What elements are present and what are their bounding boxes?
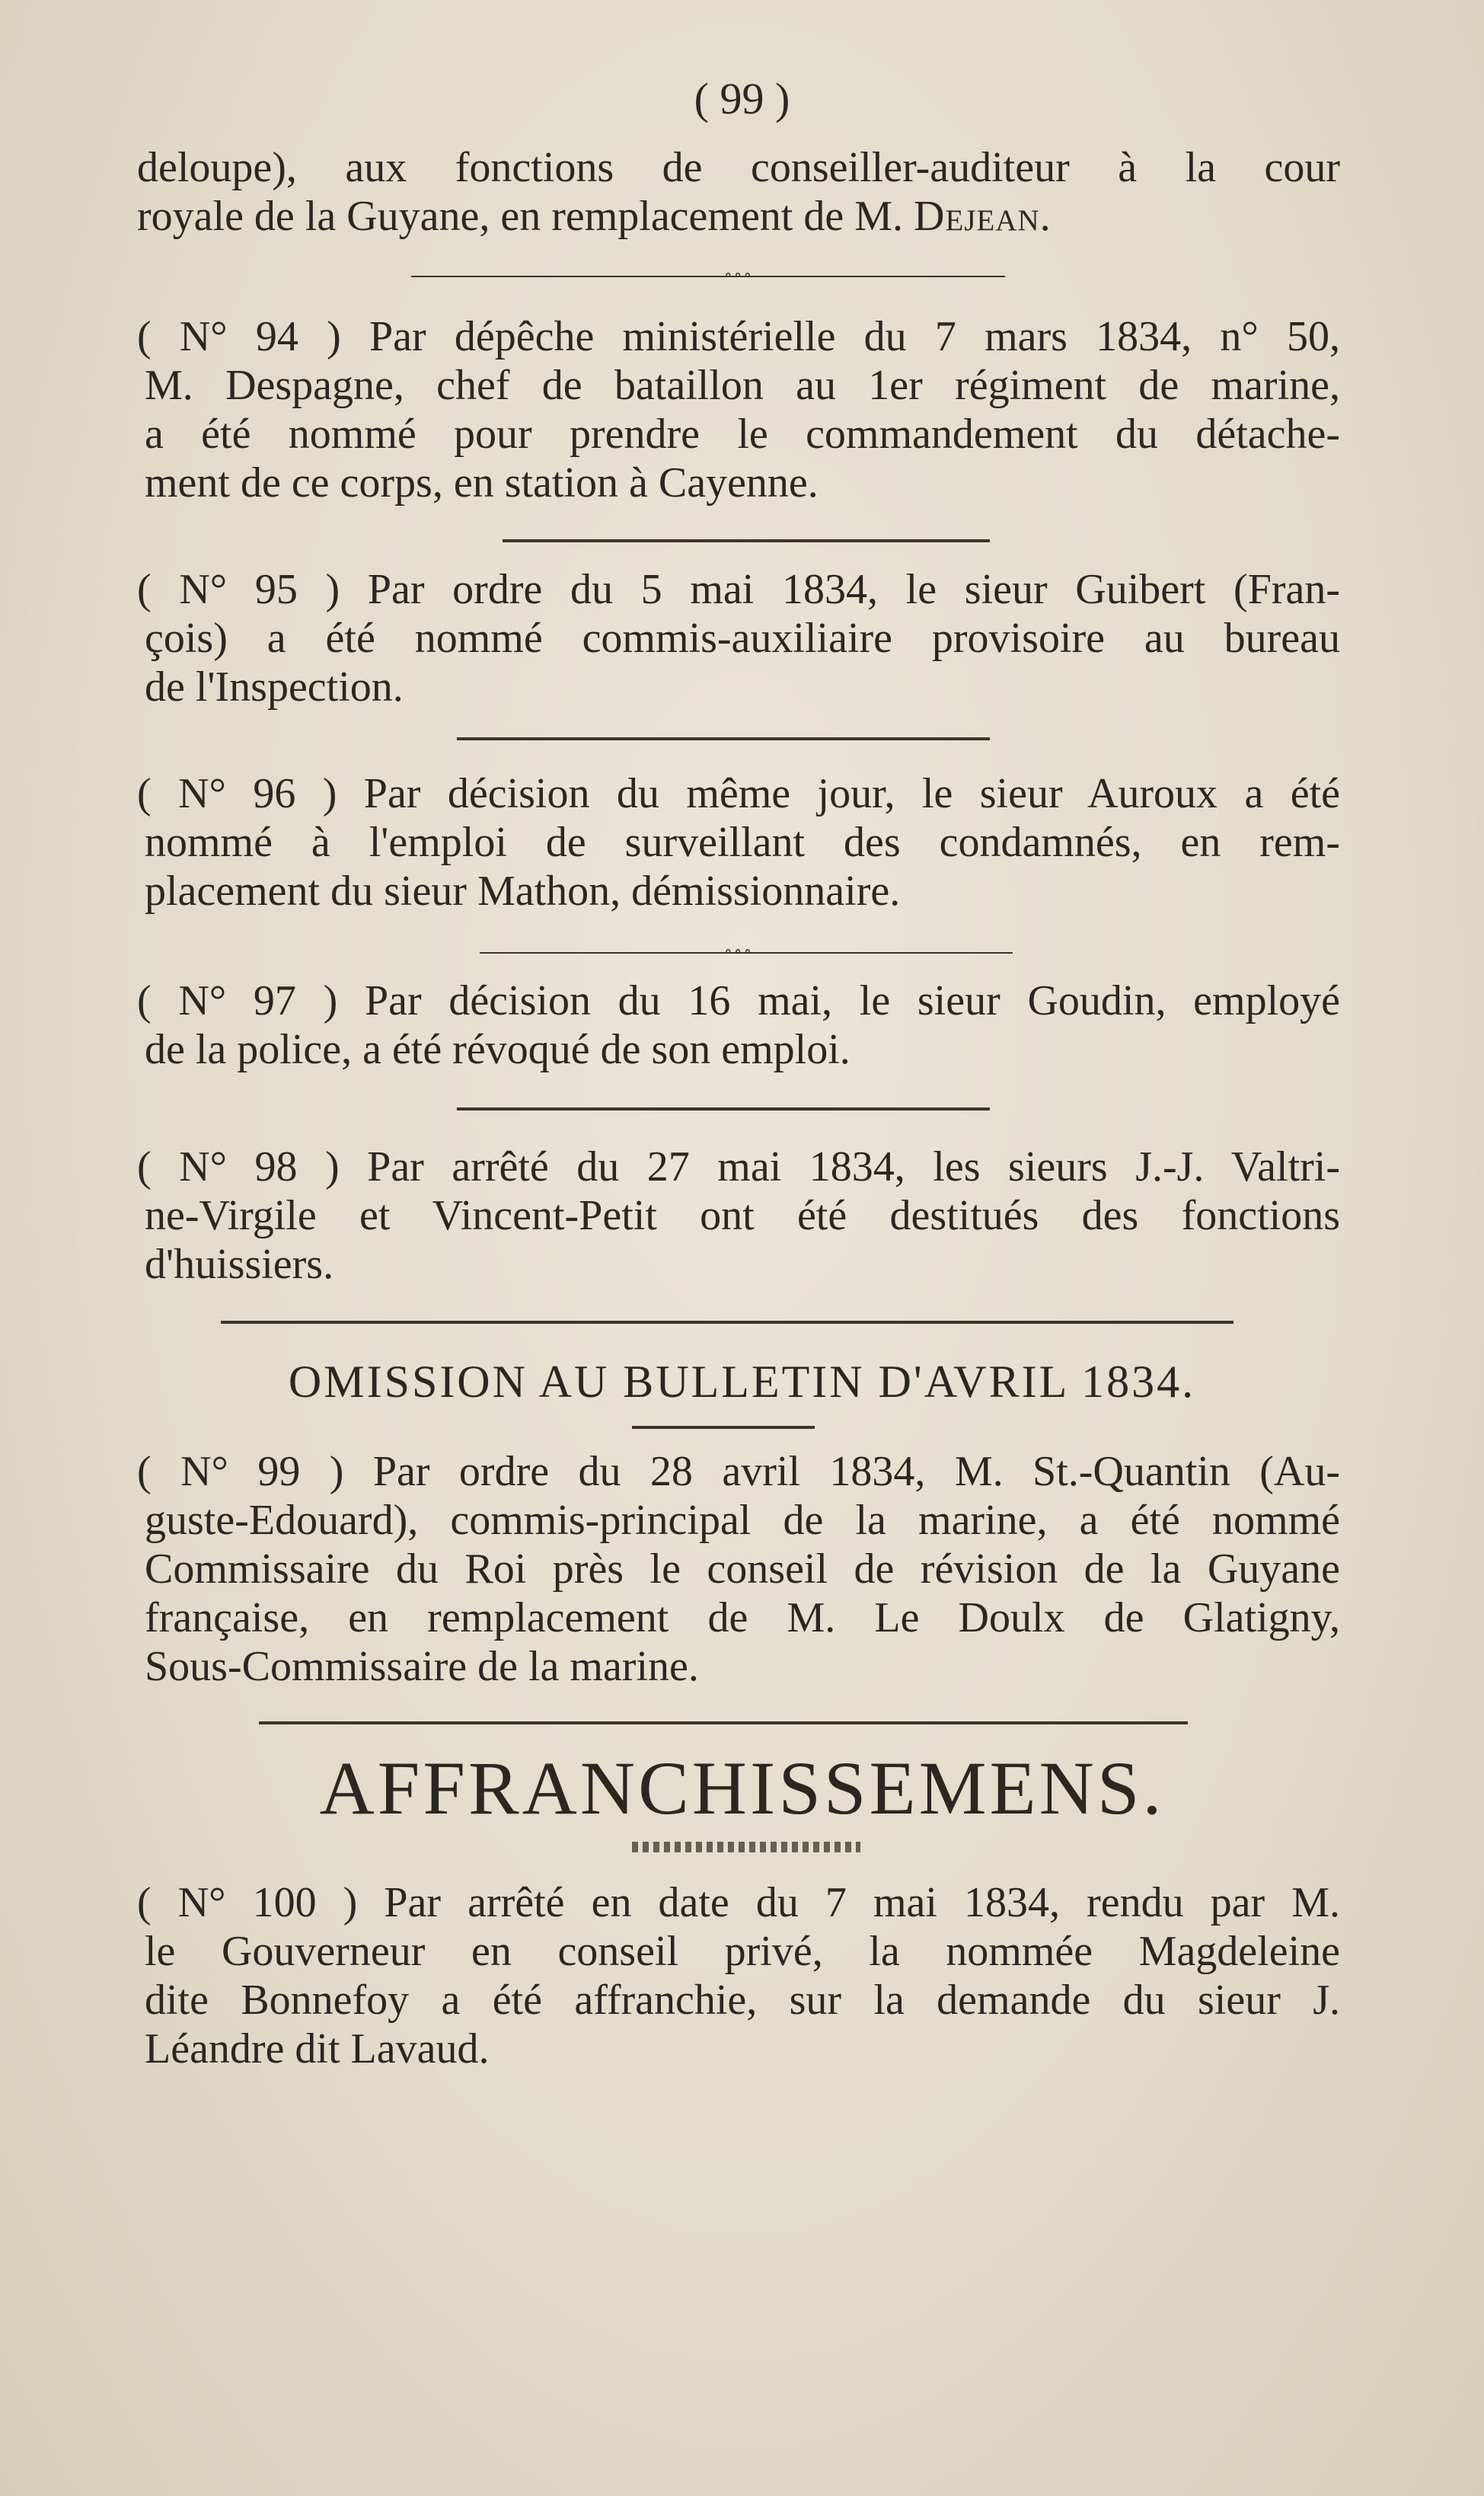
entry-line: ( N° 97 ) Par décision du 16 mai, le sieur Goudin, employé [137, 977, 1340, 1024]
entry-line: d'huissiers. [145, 1241, 334, 1288]
carryover-line-2: royale de la Guyane, en remplacement de M. Dejean. [137, 193, 1051, 240]
entry-95 [137, 565, 1340, 711]
entry-line: nommé à l'emploi de surveillant des condamnés, en rem- [145, 819, 1340, 866]
separator-rule [503, 539, 990, 542]
page-number: ( 99 ) [694, 74, 790, 123]
person-name: Dejean [914, 193, 1040, 240]
entry-line: M. Despagne, chef de bataillon au 1er régiment de marine, [145, 362, 1340, 409]
entry-line: a été nommé pour prendre le commandement du détache- [145, 411, 1340, 458]
separator-rule [457, 737, 990, 740]
separator-rule [259, 1721, 1188, 1724]
entry-line: ( N° 95 ) Par ordre du 5 mai 1834, le sieur Guibert (Fran- [137, 566, 1340, 613]
entry-line: de la police, a été révoqué de son emploi. [145, 1026, 851, 1073]
entry-line: ne-Virgile et Vincent-Petit ont été destitués des fonctions [145, 1192, 1340, 1239]
section-title-affranchissemens: AFFRANCHISSEMENS. [319, 1746, 1165, 1830]
section-title-omission: OMISSION AU BULLETIN D'AVRIL 1834. [288, 1357, 1196, 1407]
carryover-line-1: deloupe), aux fonctions de conseiller-auditeur à la cour [137, 144, 1340, 191]
entry-96 [137, 769, 1340, 916]
entry-line: placement du sieur Mathon, démissionnaire. [145, 868, 901, 915]
entry-line: ( N° 99 ) Par ordre du 28 avril 1834, M. St.-Quantin (Au- [137, 1448, 1340, 1495]
title-ornament [632, 1842, 860, 1852]
entry-line: dite Bonnefoy a été affranchie, sur la demande du sieur J. [145, 1977, 1340, 2024]
entry-line: çois) a été nommé commis-auxiliaire provisoire au bureau [145, 615, 1340, 662]
entry-line: ( N° 96 ) Par décision du même jour, le sieur Auroux a été [137, 770, 1340, 817]
entry-line: guste-Edouard), commis-principal de la marine, a été nommé [145, 1497, 1340, 1544]
separator-ornament: ∘∘∘ [723, 265, 754, 284]
entry-98 [137, 1143, 1340, 1289]
entry-line: ( N° 94 ) Par dépêche ministérielle du 7 mars 1834, n° 50, [137, 313, 1340, 360]
entry-line: Sous-Commissaire de la marine. [145, 1643, 699, 1690]
entry-100 [137, 1878, 1340, 2073]
entry-line: ment de ce corps, en station à Cayenne. [145, 459, 819, 507]
separator-rule [457, 1107, 990, 1111]
entry-94 [137, 312, 1340, 507]
entry-line: ( N° 100 ) Par arrêté en date du 7 mai 1834, rendu par M. [137, 1879, 1340, 1926]
title-underline [632, 1426, 815, 1429]
separator-rule [221, 1321, 1233, 1324]
entry-line: ( N° 98 ) Par arrêté du 27 mai 1834, les sieurs J.-J. Valtri- [137, 1143, 1340, 1190]
entry-99 [137, 1447, 1340, 1691]
entry-line: française, en remplacement de M. Le Doulx de Glatigny, [145, 1594, 1340, 1641]
entry-line: le Gouverneur en conseil privé, la nommée Magdeleine [145, 1928, 1340, 1975]
entry-line: Commissaire du Roi près le conseil de révision de la Guyane [145, 1545, 1340, 1593]
entry-line: Léandre dit Lavaud. [145, 2025, 490, 2073]
separator-ornament: ∘∘∘ [723, 941, 754, 960]
entry-97 [137, 976, 1340, 1074]
entry-line: de l'Inspection. [145, 663, 404, 711]
carryover-paragraph [137, 143, 1340, 241]
